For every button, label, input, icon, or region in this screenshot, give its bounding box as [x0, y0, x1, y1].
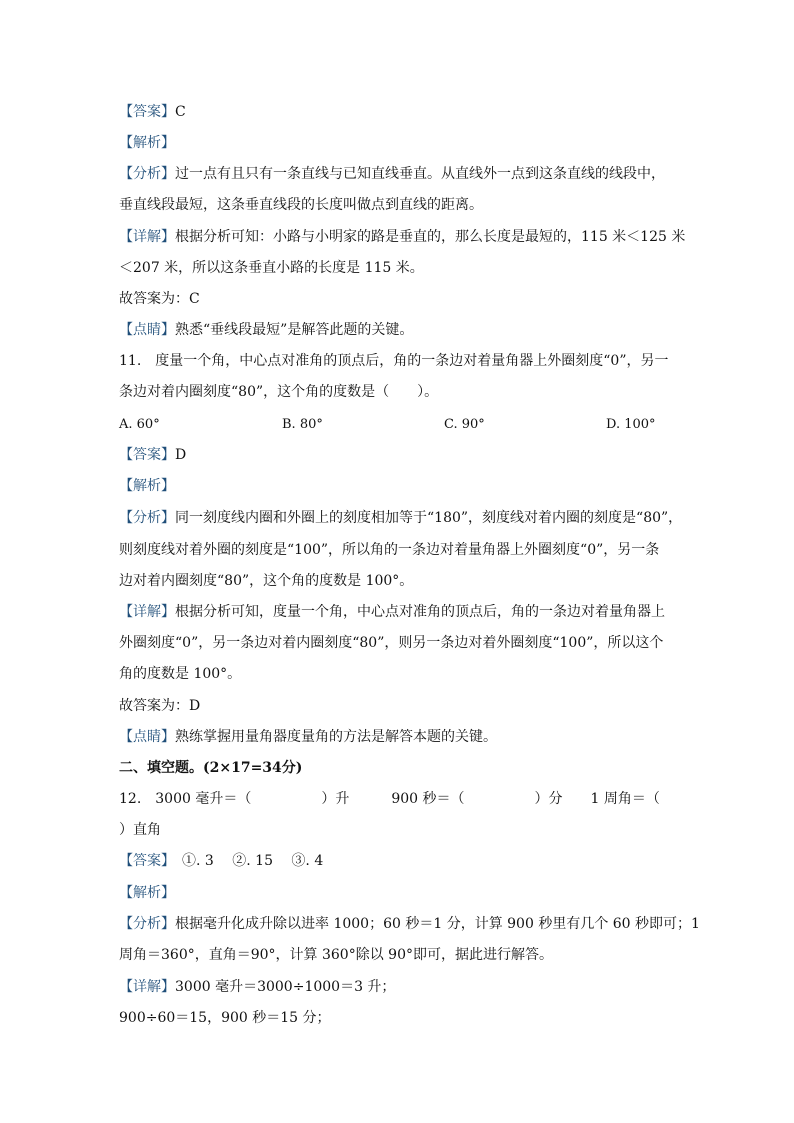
- section-heading: 二、填空题。(2×17=34分): [119, 760, 303, 776]
- analysis-tag: 【解析】: [119, 478, 175, 494]
- conclusion-text: 故答案为：D: [119, 698, 201, 714]
- option-d: D. 100°: [606, 417, 656, 432]
- dianjing-line-11: [119, 728, 497, 746]
- dianjing-tag: 【点睛】: [119, 322, 175, 338]
- xiangjie-text-3: 角的度数是 100°。: [119, 666, 242, 682]
- fenxi-text-2: 则刻度线对着外圈的刻度是“100”，所以角的一条边对着量角器上外圈刻度“0”，另一条: [119, 542, 660, 558]
- question-12-text: 12. 3000 毫升＝（ ）升 900 秒＝（ ）分 1 周角＝（: [119, 791, 660, 807]
- fenxi-tag: 【分析】: [119, 916, 175, 932]
- fenxi-line-11: [119, 509, 682, 527]
- dianjing-line: [119, 321, 413, 339]
- answer-line-11: [119, 446, 186, 464]
- option-c: C. 90°: [444, 417, 485, 432]
- fenxi-text: 过一点有且只有一条直线与已知直线垂直。从直线外一点到这条直线的线段中，: [175, 166, 665, 182]
- xiangjie-text-2: ＜207 米，所以这条垂直小路的长度是 115 米。: [119, 260, 424, 276]
- xiangjie-text: 根据分析可知，度量一个角，中心点对准角的顶点后，角的一条边对着量角器上: [175, 604, 665, 620]
- question-11-line-2: [119, 383, 438, 401]
- answer-line-12: [119, 852, 323, 870]
- xiangjie-line-11-2: [119, 634, 663, 652]
- fenxi-line-2: [119, 196, 483, 214]
- question-12-text-2: ）直角: [119, 822, 161, 838]
- dianjing-text: 熟练掌握用量角器度量角的方法是解答本题的关键。: [175, 729, 497, 745]
- xiangjie-text: 根据分析可知：小路与小明家的路是垂直的，那么长度是最短的，115 米＜125 米: [175, 229, 686, 245]
- xiangjie-text-2: 外圈刻度“0”，另一条边对着内圈刻度“80”，则另一条边对着外圈刻度“100”，所以这个: [119, 635, 664, 651]
- answer-line: [119, 103, 186, 121]
- question-12-line-2: [119, 821, 161, 839]
- xiangjie-tag: 【详解】: [119, 604, 175, 620]
- xiangjie-text: 3000 毫升＝3000÷1000＝3 升；: [175, 979, 396, 995]
- fenxi-line-11-3: [119, 572, 413, 590]
- option-b: B. 80°: [282, 417, 323, 432]
- dianjing-text: 熟悉“垂线段最短”是解答此题的关键。: [175, 322, 414, 338]
- analysis-tag: 【解析】: [119, 885, 175, 901]
- dianjing-tag: 【点睛】: [119, 729, 175, 745]
- fenxi-line-12: [119, 915, 700, 933]
- answer-value: ①. 3 ②. 15 ③. 4: [168, 853, 324, 869]
- question-11-line-1: [119, 352, 668, 370]
- analysis-heading: [119, 134, 175, 152]
- xiangjie-line-11-3: [119, 665, 241, 683]
- analysis-heading-11: [119, 477, 175, 495]
- xiangjie-line-11: [119, 603, 665, 621]
- fenxi-line-12-2: [119, 946, 553, 964]
- answer-value: D: [175, 447, 187, 463]
- conclusion-line: [119, 290, 200, 308]
- fenxi-tag: 【分析】: [119, 166, 175, 182]
- analysis-tag: 【解析】: [119, 135, 175, 151]
- fenxi-line: [119, 165, 665, 183]
- analysis-heading-12: [119, 884, 175, 902]
- xiangjie-line-12-2: [119, 1009, 331, 1027]
- question-12-line-1: [119, 790, 660, 808]
- fenxi-text: 根据毫升化成升除以进率 1000；60 秒＝1 分，计算 900 秒里有几个 60 秒即可；1: [175, 916, 700, 932]
- option-a: A. 60°: [119, 417, 160, 432]
- xiangjie-tag: 【详解】: [119, 229, 175, 245]
- question-11-text-2: 条边对着内圈刻度“80”，这个角的度数是（ ）。: [119, 384, 439, 400]
- xiangjie-text-2: 900÷60＝15，900 秒＝15 分；: [119, 1010, 331, 1026]
- xiangjie-tag: 【详解】: [119, 979, 175, 995]
- xiangjie-line-12: [119, 978, 395, 996]
- fenxi-text-2: 周角＝360°，直角＝90°，计算 360°除以 90°即可，据此进行解答。: [119, 947, 553, 963]
- fenxi-text-3: 边对着内圈刻度“80”，这个角的度数是 100°。: [119, 573, 414, 589]
- conclusion-text: 故答案为：C: [119, 291, 200, 307]
- xiangjie-line: [119, 228, 685, 246]
- fenxi-text: 同一刻度线内圈和外圈上的刻度相加等于“180”，刻度线对着内圈的刻度是“80”，: [175, 510, 683, 526]
- xiangjie-line-2: [119, 259, 424, 277]
- answer-value: C: [175, 104, 186, 120]
- fenxi-line-11-2: [119, 541, 659, 559]
- fenxi-tag: 【分析】: [119, 510, 175, 526]
- fenxi-text-2: 垂直线段最短，这条垂直线段的长度叫做点到直线的距离。: [119, 197, 483, 213]
- conclusion-line-11: [119, 697, 200, 715]
- answer-tag: 【答案】: [119, 104, 175, 120]
- question-11-text: 11. 度量一个角，中心点对准角的顶点后，角的一条边对着量角器上外圈刻度“0”，另一: [119, 353, 669, 369]
- answer-tag: 【答案】: [119, 853, 168, 869]
- answer-tag: 【答案】: [119, 447, 175, 463]
